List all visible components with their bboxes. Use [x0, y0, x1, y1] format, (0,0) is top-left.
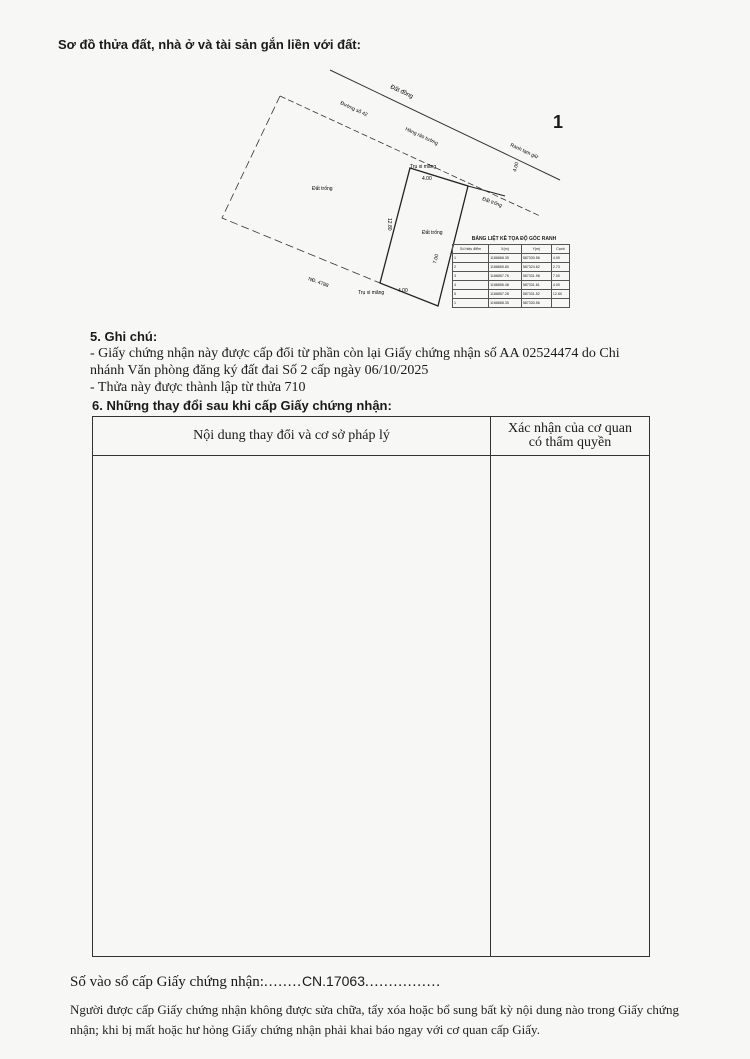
coord-cell: 4.00 — [551, 254, 569, 263]
map-label-column-top: Trụ xi măng — [410, 164, 437, 170]
coord-header: Cạnh — [551, 245, 569, 254]
coord-cell: 4 — [453, 281, 489, 290]
coord-row — [453, 263, 570, 272]
coord-cell: 1 — [453, 254, 489, 263]
coord-cell: 587331.52 — [521, 290, 551, 299]
registry-number: CN.17063 — [301, 973, 365, 989]
changes-col-confirm-line2: có thẩm quyền — [528, 435, 612, 450]
coord-row — [453, 254, 570, 263]
changes-table — [92, 416, 650, 957]
notes-title: 5. Ghi chú: — [90, 329, 158, 344]
coord-cell: 7.00 — [551, 272, 569, 281]
coord-cell — [551, 299, 569, 308]
coord-cell: 1188868.35 — [489, 254, 522, 263]
changes-col-content: Nội dung thay đổi và cơ sở pháp lý — [93, 417, 491, 456]
parcel-extension — [468, 186, 505, 196]
coord-row — [453, 290, 570, 299]
north-mark: 1 — [553, 112, 564, 132]
section4-title: Sơ đồ thửa đất, nhà ở và tài sản gắn liền với đất: — [58, 37, 361, 52]
coord-cell: 5 — [453, 290, 489, 299]
coord-row — [453, 272, 570, 281]
coordinate-table-title: BẢNG LIỆT KÊ TỌA ĐỘ GÓC RANH — [471, 236, 557, 242]
map-dim-right: 7.00 — [432, 253, 441, 265]
notes-line-2: - Thửa này được thành lập từ thửa 710 — [90, 380, 306, 395]
changes-confirm-cell — [491, 456, 650, 957]
changes-content-cell — [93, 456, 491, 957]
map-dim-top: 4.00 — [422, 176, 432, 182]
registry-label: Số vào sổ cấp Giấy chứng nhận: — [70, 974, 264, 990]
coord-row — [453, 281, 570, 290]
coord-header: Y(m) — [521, 245, 551, 254]
coord-cell: 1188857.28 — [489, 290, 522, 299]
changes-title: 6. Những thay đổi sau khi cấp Giấy chứng nhận: — [92, 398, 392, 413]
registry-dots-after: ................ — [364, 974, 441, 990]
coord-cell: 1 — [453, 299, 489, 308]
coord-cell: 2 — [453, 263, 489, 272]
notes-line-1: - Giấy chứng nhận này được cấp đổi từ phần còn lại Giấy chứng nhận số AA 02524474 do Chi nhánh Văn phòng đăng ký đất đai Số 2 cấp ngày 06/10/2025 — [90, 346, 620, 378]
coord-cell: 1188868.35 — [489, 299, 522, 308]
coord-cell: 587331.98 — [521, 272, 551, 281]
map-label-wall: Hàng rào tường — [404, 126, 439, 147]
coord-cell: 3 — [453, 272, 489, 281]
registry-line — [70, 973, 441, 991]
map-label-street: Đường số 42 — [339, 100, 369, 119]
coord-cell: 587324.62 — [521, 263, 551, 272]
warning-note: Người được cấp Giấy chứng nhận không được sửa chữa, tẩy xóa hoặc bổ sung bất kỳ nội dung nào trong Giấy chứng nhận; khi bị mất hoặc hư hỏng Giấy chứng nhận phải khai báo ngay với cơ quan cấp Giấy. — [70, 1002, 679, 1037]
coord-cell: 1188857.76 — [489, 272, 522, 281]
coordinate-table — [452, 236, 576, 308]
changes-col-confirm-line1: Xác nhận của cơ quan — [507, 421, 632, 436]
neighbour-boundary — [222, 96, 380, 283]
road-edge-bottom — [280, 96, 540, 216]
map-dim-side: 12.80 — [386, 218, 392, 231]
coord-cell: 587331.61 — [521, 281, 551, 290]
coord-row — [453, 299, 570, 308]
coord-header: Số hiệu điểm — [453, 245, 489, 254]
map-label-top-road: Đất đồng — [389, 84, 414, 101]
coord-cell: 587330.56 — [521, 299, 551, 308]
registry-dots-before: ........ — [263, 974, 302, 990]
coord-cell: 1188856.48 — [489, 281, 522, 290]
map-dim-far: 4.00 — [512, 161, 521, 173]
road-edge-top — [330, 70, 560, 180]
coord-cell: 2.73 — [551, 263, 569, 272]
coord-cell: 4.00 — [551, 281, 569, 290]
map-label-road-right: Đất trống — [481, 196, 503, 209]
map-label-parcel-no: NĐ. 4788 — [307, 276, 330, 290]
notes-section — [90, 328, 650, 396]
coord-cell: 1188865.80 — [489, 263, 522, 272]
coord-cell: 587330.56 — [521, 254, 551, 263]
map-label-boundary: Ranh tạm giữ — [509, 142, 540, 161]
changes-col-confirm — [491, 417, 650, 456]
map-label-left-land: Đất trống — [312, 186, 333, 192]
map-label-small-land: Đất trống — [422, 230, 443, 236]
coord-header: X(m) — [489, 245, 522, 254]
coord-cell: 12.80 — [551, 290, 569, 299]
map-label-column-bottom: Trụ xi măng — [358, 290, 385, 296]
map-dim-bottom: 4.00 — [398, 288, 408, 294]
